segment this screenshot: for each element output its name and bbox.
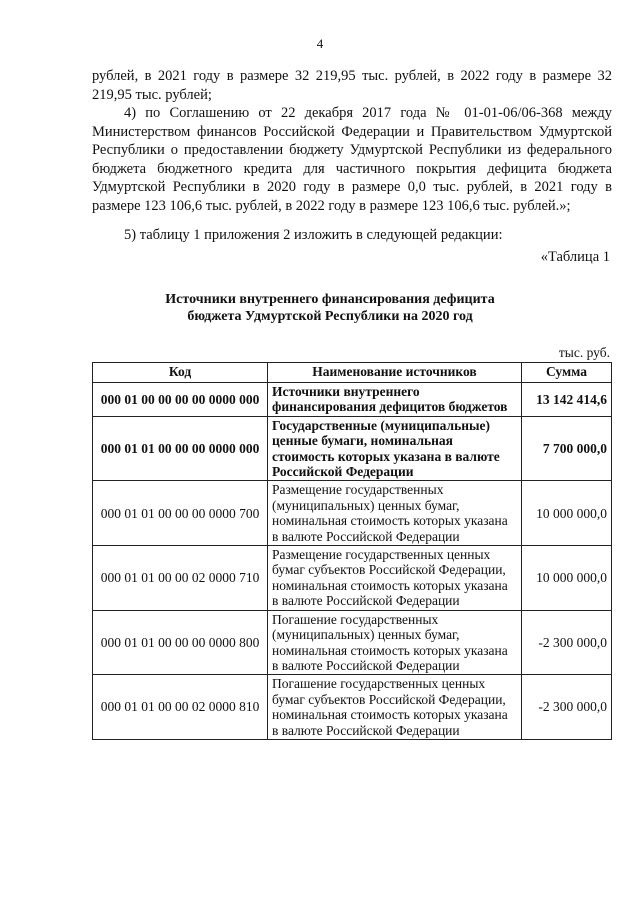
header-code: Код bbox=[93, 363, 268, 383]
row-name: Размещение государственных (муниципальных) ценных бумаг, номинальная стоимость которых указана в валюте Российской Федерации bbox=[268, 481, 522, 546]
row-name: Источники внутреннего финансирования дефицитов бюджетов bbox=[268, 383, 522, 417]
paragraph-item-4: 4) по Соглашению от 22 декабря 2017 года № 01-01-06/06-368 между Министерством финансов Российской Федерации и Правительством Удмуртской Республики о предоставлении бюджету Удмуртской Республики из федерального бюджета бюджетного кредита для частичного покрытия дефицита бюджета Удмуртской Республики в 2020 году в размере 0,0 тыс. рублей, в 2021 году в размере 123 106,6 тыс. рублей, в 2022 году в размере 123 106,6 тыс. рублей.»; bbox=[92, 105, 612, 214]
table-header-row bbox=[93, 363, 612, 383]
paragraph-continuation: рублей, в 2021 году в размере 32 219,95 тыс. рублей, в 2022 году в размере 32 219,95 тыс. рублей; bbox=[92, 68, 612, 103]
table-row bbox=[93, 546, 612, 611]
table-row bbox=[93, 481, 612, 546]
financing-sources-table bbox=[92, 362, 612, 740]
table-title bbox=[150, 291, 510, 325]
row-name: Погашение государственных ценных бумаг субъектов Российской Федерации, номинальная стоимость которых указана в валюте Российской Федерации bbox=[268, 675, 522, 740]
table-row bbox=[93, 675, 612, 740]
table-reference: «Таблица 1 bbox=[540, 249, 610, 265]
row-name: Государственные (муниципальные) ценные бумаги, номинальная стоимость которых указана в валюте Российской Федерации bbox=[268, 416, 522, 481]
row-code: 000 01 01 00 00 00 0000 000 bbox=[93, 416, 268, 481]
row-code: 000 01 01 00 00 00 0000 800 bbox=[93, 610, 268, 675]
table-row bbox=[93, 416, 612, 481]
row-sum: 13 142 414,6 bbox=[522, 383, 612, 417]
row-sum: 10 000 000,0 bbox=[522, 546, 612, 611]
row-name: Размещение государственных ценных бумаг субъектов Российской Федерации, номинальная стоимость которых указана в валюте Российской Федерации bbox=[268, 546, 522, 611]
page-number: 4 bbox=[316, 36, 324, 51]
table-row bbox=[93, 610, 612, 675]
units-label: тыс. руб. bbox=[558, 345, 610, 360]
table-row bbox=[93, 383, 612, 417]
row-sum: 7 700 000,0 bbox=[522, 416, 612, 481]
row-code: 000 01 01 00 00 02 0000 810 bbox=[93, 675, 268, 740]
row-sum: -2 300 000,0 bbox=[522, 675, 612, 740]
table-title-line-2: бюджета Удмуртской Республики на 2020 год bbox=[187, 309, 473, 324]
row-sum: 10 000 000,0 bbox=[522, 481, 612, 546]
row-sum: -2 300 000,0 bbox=[522, 610, 612, 675]
row-code: 000 01 01 00 00 02 0000 710 bbox=[93, 546, 268, 611]
table-title-line-1: Источники внутреннего финансирования дефицита bbox=[165, 292, 495, 307]
header-name: Наименование источников bbox=[268, 363, 522, 383]
paragraph-item-5: 5) таблицу 1 приложения 2 изложить в следующей редакции: bbox=[124, 227, 503, 243]
row-code: 000 01 01 00 00 00 0000 700 bbox=[93, 481, 268, 546]
header-sum: Сумма bbox=[522, 363, 612, 383]
row-name: Погашение государственных (муниципальных) ценных бумаг, номинальная стоимость которых указана в валюте Российской Федерации bbox=[268, 610, 522, 675]
row-code: 000 01 00 00 00 00 0000 000 bbox=[93, 383, 268, 417]
